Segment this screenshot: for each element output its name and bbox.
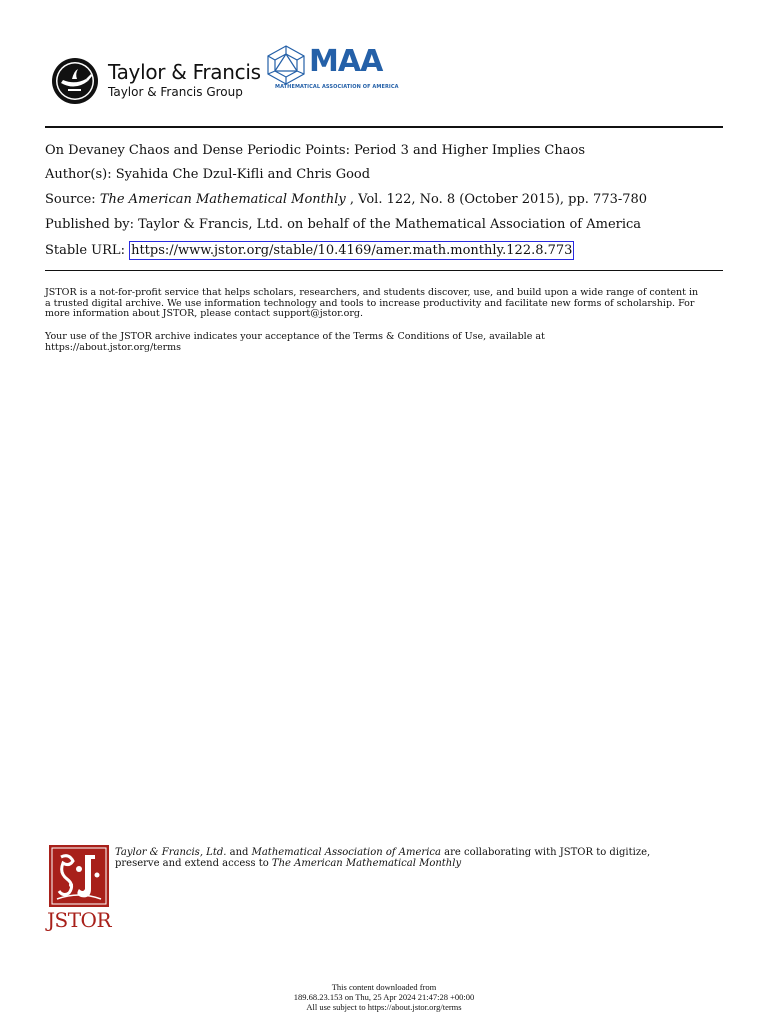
polyhedron-icon bbox=[264, 44, 308, 86]
article-title: On Devaney Chaos and Dense Periodic Points: Period 3 and Higher Implies Chaos bbox=[45, 143, 585, 158]
collaboration-note bbox=[115, 847, 685, 869]
published-line bbox=[45, 217, 641, 232]
terms-link[interactable]: https://about.jstor.org/terms bbox=[45, 341, 182, 353]
collab-publisher: Taylor & Francis, Ltd. bbox=[115, 847, 227, 858]
collab-journal: The American Mathematical Monthly bbox=[271, 858, 462, 869]
collab-text: are collaborating with JSTOR to digitize, preserve and extend access to bbox=[115, 847, 651, 869]
source-line bbox=[45, 192, 647, 207]
collab-society: Mathematical Association of America bbox=[251, 847, 441, 858]
header-divider bbox=[45, 126, 723, 128]
source-details: , Vol. 122, No. 8 (October 2015), pp. 773-780 bbox=[345, 192, 648, 207]
authors-line bbox=[45, 167, 370, 182]
source-label: Source: bbox=[45, 192, 100, 207]
download-footer bbox=[0, 982, 768, 1012]
jstor-wordmark: JSTOR bbox=[47, 908, 112, 932]
footer-line-1: This content downloaded from bbox=[331, 982, 437, 992]
maa-logo bbox=[264, 44, 399, 94]
jstor-description: JSTOR is a not-for-profit service that helps scholars, researchers, and students discover, use, and build upon a wide range of content in a trusted digital archive. We use information technology and tools to increase productivity and facilitate new forms of scholarship. For more information about JSTOR, please contact support@jstor.org. bbox=[45, 287, 699, 319]
maa-full-name: MATHEMATICAL ASSOCIATION OF AMERICA bbox=[275, 84, 399, 90]
taylor-francis-logo bbox=[50, 56, 260, 106]
terms-text: Your use of the JSTOR archive indicates your acceptance of the Terms & Conditions of Use, available at bbox=[45, 331, 545, 342]
stable-url-line bbox=[45, 241, 574, 260]
footer-line-3: All use subject to https://about.jstor.org/terms bbox=[306, 1002, 462, 1012]
publisher-group: Taylor & Francis Group bbox=[108, 85, 243, 99]
jstor-seal-icon bbox=[49, 845, 109, 907]
jstor-terms-notice bbox=[45, 332, 705, 353]
stable-url-label: Stable URL: bbox=[45, 243, 130, 258]
footer-line-2: 189.68.23.153 on Thu, 25 Apr 2024 21:47:28 +00:00 bbox=[293, 992, 475, 1002]
stable-url-link[interactable]: https://www.jstor.org/stable/10.4169/amer.math.monthly.122.8.773 bbox=[131, 243, 573, 258]
authors-label: Author(s): bbox=[45, 167, 116, 182]
citation-divider bbox=[45, 270, 723, 271]
jstor-logo bbox=[47, 845, 113, 935]
source-journal: The American Mathematical Monthly bbox=[99, 192, 346, 207]
lamp-icon bbox=[50, 56, 100, 106]
published-label: Published by: bbox=[45, 217, 139, 232]
authors-value: Syahida Che Dzul-Kifli and Chris Good bbox=[115, 167, 371, 182]
publisher-name: Taylor & Francis bbox=[108, 60, 261, 84]
collab-connector: and bbox=[226, 847, 252, 858]
maa-acronym: MAA bbox=[309, 44, 383, 79]
published-value: Taylor & Francis, Ltd. on behalf of the Mathematical Association of America bbox=[138, 217, 642, 232]
